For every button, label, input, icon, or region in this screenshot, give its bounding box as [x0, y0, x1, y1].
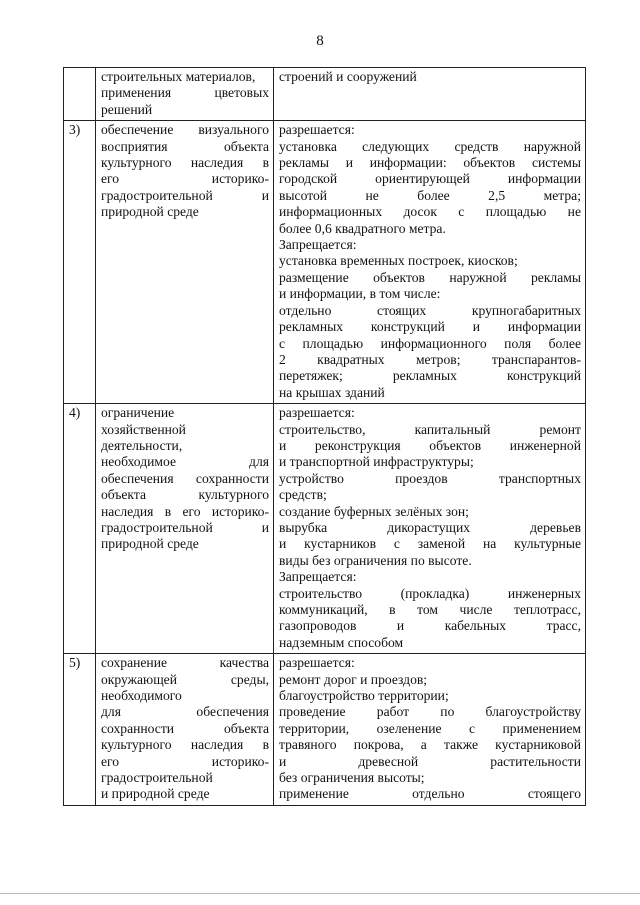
- rules-line: средств;: [279, 487, 327, 503]
- rules-line: Запрещается:: [279, 569, 357, 585]
- rules-line: коммуникаций, в том числе теплотрасс,: [279, 602, 581, 617]
- rules-line: с площадью информационного поля более: [279, 335, 581, 351]
- row-number: 4): [64, 404, 96, 654]
- rules-line: на крышах зданий: [279, 384, 385, 400]
- measure-line: объекта культурного: [101, 487, 269, 503]
- rules-line: и транспортной инфраструктуры;: [279, 454, 474, 470]
- measure-line: и природной среде: [101, 786, 210, 802]
- rules-line: размещение объектов наружной рекламы: [279, 269, 581, 285]
- table-row: [64, 404, 586, 654]
- rules-line: устройство проездов транспортных: [279, 470, 581, 486]
- measure-line: сохранение качества: [101, 655, 269, 671]
- rules-line: рекламы и информации: объектов системы: [279, 155, 581, 171]
- measure-cell: [96, 68, 274, 121]
- rules-line: проведение работ по благоустройству: [279, 704, 581, 720]
- rules-line: высотой не более 2,5 метра;: [279, 187, 581, 203]
- rules-line: перетяжек; рекламных конструкций: [279, 368, 581, 384]
- measure-line: обеспечения сохранности: [101, 470, 269, 486]
- measure-line: необходимого: [101, 688, 182, 704]
- measure-line: решений: [101, 101, 153, 117]
- rules-line: и реконструкция объектов инженерной: [279, 437, 581, 453]
- measure-line: градостроительной: [101, 770, 213, 786]
- measure-line: окружающей среды,: [101, 671, 269, 687]
- measure-line: наследия в его историко-: [101, 503, 269, 519]
- table-row: [64, 68, 586, 121]
- regulations-table: [63, 67, 586, 806]
- rules-line: надземным способом: [279, 634, 404, 650]
- rules-line: разрешается:: [279, 405, 355, 421]
- measure-line: обеспечение визуального: [101, 122, 269, 138]
- rules-line: установка следующих средств наружной: [279, 138, 581, 154]
- rules-line: установка временных построек, киосков;: [279, 253, 518, 269]
- table-row: [64, 121, 586, 404]
- measure-cell: [96, 121, 274, 404]
- measure-line: природной среде: [101, 536, 199, 552]
- measure-line: необходимое для: [101, 454, 269, 470]
- scan-edge-line: [0, 893, 640, 894]
- measure-line: градостроительной и: [101, 187, 269, 203]
- rules-cell: [274, 654, 586, 806]
- rules-line: более 0,6 квадратного метра.: [279, 220, 446, 236]
- rules-cell: [274, 404, 586, 654]
- measure-line: градостроительной и: [101, 519, 269, 535]
- rules-line: благоустройство территории;: [279, 688, 449, 704]
- rules-cell: [274, 121, 586, 404]
- page-number: 8: [316, 33, 324, 49]
- row-number: [64, 68, 96, 121]
- measure-line: строительных материалов,: [101, 69, 256, 84]
- measure-line: ограничение: [101, 405, 175, 421]
- rules-line: рекламных конструкций и информации: [279, 319, 581, 335]
- measure-line: культурного наследия в: [101, 155, 269, 171]
- measure-line: для обеспечения: [101, 704, 269, 720]
- rules-line: вырубка дикорастущих деревьев: [279, 519, 581, 535]
- rules-line: разрешается:: [279, 655, 355, 671]
- row-number: 5): [64, 654, 96, 806]
- rules-line: травяного покрова, а также кустарниковой: [279, 737, 581, 753]
- measure-line: его историко-: [101, 171, 269, 187]
- rules-line: информационных досок с площадью не: [279, 204, 581, 220]
- rules-line: строительство, капитальный ремонт: [279, 421, 581, 437]
- rules-line: применение отдельно стоящего: [279, 786, 581, 802]
- rules-line: территории, озеленение с применением: [279, 720, 581, 736]
- table-row: [64, 654, 586, 806]
- rules-line: городской ориентирующей информации: [279, 171, 581, 187]
- measure-cell: [96, 654, 274, 806]
- rules-line: газопроводов и кабельных трасс,: [279, 618, 581, 634]
- rules-line: и древесной растительности: [279, 753, 581, 769]
- rules-line: Запрещается:: [279, 237, 357, 253]
- rules-line: и информации, в том числе:: [279, 286, 441, 302]
- rules-line: и кустарников с заменой на культурные: [279, 536, 581, 552]
- measure-cell: [96, 404, 274, 654]
- rules-line: отдельно стоящих крупногабаритных: [279, 302, 581, 318]
- rules-line: строительство (прокладка) инженерных: [279, 585, 581, 601]
- measure-line: восприятия объекта: [101, 138, 269, 154]
- rules-line: 2 квадратных метров; транспарантов-: [279, 351, 581, 367]
- measure-line: деятельности,: [101, 437, 183, 453]
- measure-line: его историко-: [101, 753, 269, 769]
- measure-line: природной среде: [101, 204, 199, 220]
- rules-line: создание буферных зелёных зон;: [279, 503, 469, 519]
- rules-line: без ограничения высоты;: [279, 770, 425, 786]
- rules-line: виды без ограничения по высоте.: [279, 552, 472, 568]
- rules-line: разрешается:: [279, 122, 355, 138]
- measure-line: культурного наследия в: [101, 737, 269, 753]
- rules-line: строений и сооружений: [279, 69, 417, 84]
- row-number: 3): [64, 121, 96, 404]
- rules-cell: [274, 68, 586, 121]
- measure-line: применения цветовых: [101, 85, 269, 101]
- measure-line: хозяйственной: [101, 421, 186, 437]
- rules-line: ремонт дорог и проездов;: [279, 671, 428, 687]
- measure-line: сохранности объекта: [101, 720, 269, 736]
